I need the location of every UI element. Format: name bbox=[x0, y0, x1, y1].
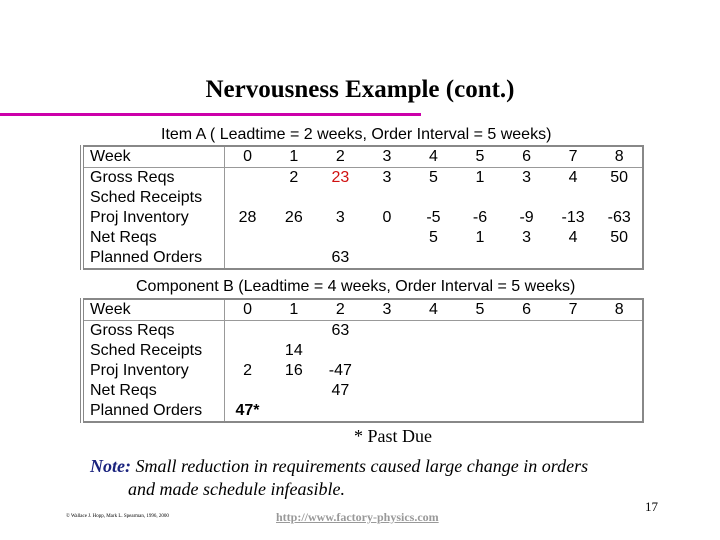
table-cell bbox=[410, 321, 457, 342]
table-cell: 63 bbox=[331, 322, 350, 339]
table-cell: 4 bbox=[568, 169, 578, 186]
table-cell bbox=[550, 321, 597, 342]
table-cell bbox=[503, 381, 550, 401]
row-label: Planned Orders bbox=[82, 401, 224, 422]
row-label: Gross Reqs bbox=[82, 168, 224, 189]
row-label: Week bbox=[82, 299, 224, 321]
table-cell: 50 bbox=[610, 229, 629, 246]
table-cell bbox=[596, 341, 643, 361]
table-row bbox=[82, 401, 643, 422]
table-cell bbox=[364, 228, 411, 248]
table-cell: 28 bbox=[238, 209, 257, 226]
note-line-2: and made schedule infeasible. bbox=[128, 479, 345, 499]
table-row bbox=[82, 146, 643, 168]
row-label: Sched Receipts bbox=[82, 341, 224, 361]
note-line-1: Small reduction in requirements caused large change in orders bbox=[130, 456, 589, 476]
table-cell bbox=[271, 401, 318, 422]
table-cell bbox=[550, 381, 597, 401]
table-a-caption: Item A ( Leadtime = 2 weeks, Order Interval = 5 weeks) bbox=[161, 126, 552, 143]
table-cell: 7 bbox=[550, 146, 597, 168]
table-cell bbox=[364, 401, 411, 422]
table-cell: -47 bbox=[328, 362, 352, 379]
table-cell bbox=[317, 341, 364, 361]
table-cell: 0 bbox=[382, 209, 392, 226]
table-cell bbox=[503, 341, 550, 361]
table-cell bbox=[317, 401, 364, 422]
table-cell: 26 bbox=[284, 209, 303, 226]
table-cell: 2 bbox=[243, 362, 252, 379]
table-cell bbox=[224, 248, 271, 269]
table-cell bbox=[364, 248, 411, 269]
table-cell bbox=[317, 228, 364, 248]
table-cell: 14 bbox=[284, 342, 303, 359]
table-cell bbox=[457, 248, 504, 269]
table-cell bbox=[410, 248, 457, 269]
table-cell bbox=[457, 341, 504, 361]
table-cell bbox=[410, 188, 457, 208]
table-cell: 3 bbox=[522, 229, 531, 246]
table-cell: 1 bbox=[271, 299, 318, 321]
table-cell bbox=[271, 381, 318, 401]
table-cell: 23 bbox=[331, 169, 350, 186]
table-row bbox=[82, 188, 643, 208]
table-cell bbox=[457, 361, 504, 381]
table-cell: 63 bbox=[331, 249, 350, 266]
table-cell: 1 bbox=[271, 146, 318, 168]
table-cell bbox=[457, 188, 504, 208]
table-cell bbox=[224, 381, 271, 401]
note-label: Note: bbox=[90, 456, 131, 476]
table-cell: -5 bbox=[426, 209, 441, 226]
table-cell bbox=[410, 381, 457, 401]
table-row bbox=[82, 361, 643, 381]
table-cell: -63 bbox=[607, 209, 631, 226]
row-label: Sched Receipts bbox=[82, 188, 224, 208]
table-cell: 8 bbox=[596, 299, 643, 321]
table-cell bbox=[364, 341, 411, 361]
table-row bbox=[82, 321, 643, 342]
table-cell: 4 bbox=[410, 146, 457, 168]
table-cell bbox=[364, 381, 411, 401]
table-cell bbox=[410, 341, 457, 361]
table-cell: 5 bbox=[457, 299, 504, 321]
table-cell bbox=[596, 381, 643, 401]
table-cell: 6 bbox=[503, 299, 550, 321]
table-cell bbox=[271, 248, 318, 269]
table-cell: 2 bbox=[317, 146, 364, 168]
table-cell: 6 bbox=[503, 146, 550, 168]
slide-title: Nervousness Example (cont.) bbox=[205, 76, 515, 103]
table-cell bbox=[596, 321, 643, 342]
table-cell bbox=[271, 228, 318, 248]
table-cell: 5 bbox=[429, 169, 438, 186]
table-cell: 5 bbox=[429, 229, 438, 246]
table-cell bbox=[503, 248, 550, 269]
table-cell: 2 bbox=[289, 169, 299, 186]
table-cell bbox=[503, 401, 550, 422]
table-row bbox=[82, 341, 643, 361]
table-cell bbox=[550, 401, 597, 422]
table-row bbox=[82, 381, 643, 401]
title-underline bbox=[0, 113, 421, 116]
table-cell: -6 bbox=[472, 209, 488, 226]
table-cell bbox=[457, 401, 504, 422]
table-cell bbox=[271, 321, 318, 342]
table-cell: 3 bbox=[364, 299, 411, 321]
table-cell bbox=[457, 321, 504, 342]
table-cell: 8 bbox=[596, 146, 643, 168]
table-cell bbox=[364, 321, 411, 342]
table-cell: 16 bbox=[284, 362, 303, 379]
table-row bbox=[82, 208, 643, 228]
page-number: 17 bbox=[645, 499, 658, 514]
table-cell bbox=[550, 188, 597, 208]
table-cell: 47 bbox=[331, 382, 350, 399]
table-cell: 2 bbox=[317, 299, 364, 321]
table-cell bbox=[224, 341, 271, 361]
table-cell: 3 bbox=[364, 146, 411, 168]
table-cell bbox=[596, 188, 643, 208]
table-cell: 0 bbox=[224, 146, 271, 168]
table-cell: 1 bbox=[475, 169, 485, 186]
table-row bbox=[82, 248, 643, 269]
table-cell bbox=[596, 248, 643, 269]
table-cell: 4 bbox=[410, 299, 457, 321]
row-label: Net Reqs bbox=[82, 228, 224, 248]
table-cell: 7 bbox=[550, 299, 597, 321]
table-cell bbox=[224, 168, 271, 189]
table-cell bbox=[224, 188, 271, 208]
table-row bbox=[82, 228, 643, 248]
table-cell: 3 bbox=[382, 169, 392, 186]
row-label: Proj Inventory bbox=[82, 361, 224, 381]
table-cell bbox=[457, 381, 504, 401]
table-cell bbox=[410, 401, 457, 422]
component-b-mrp-table bbox=[80, 298, 644, 423]
table-cell bbox=[364, 361, 411, 381]
table-cell: -9 bbox=[519, 209, 534, 226]
table-cell: 4 bbox=[568, 229, 578, 246]
table-cell bbox=[271, 188, 318, 208]
table-cell bbox=[503, 361, 550, 381]
table-cell bbox=[550, 361, 597, 381]
table-cell bbox=[550, 341, 597, 361]
row-label: Planned Orders bbox=[82, 248, 224, 269]
table-cell bbox=[317, 188, 364, 208]
row-label: Net Reqs bbox=[82, 381, 224, 401]
table-cell: 47* bbox=[235, 402, 260, 419]
row-label: Gross Reqs bbox=[82, 321, 224, 342]
table-cell: 3 bbox=[335, 209, 345, 226]
note-text bbox=[90, 455, 588, 501]
table-cell bbox=[550, 248, 597, 269]
table-cell bbox=[503, 188, 550, 208]
table-cell bbox=[596, 401, 643, 422]
table-cell bbox=[224, 228, 271, 248]
table-b-caption: Component B (Leadtime = 4 weeks, Order Interval = 5 weeks) bbox=[136, 278, 576, 295]
table-cell: 5 bbox=[457, 146, 504, 168]
copyright-text: © Wallace J. Hopp, Mark L. Spearman, 1996, 2000 bbox=[66, 514, 169, 519]
table-cell: 3 bbox=[522, 169, 531, 186]
table-cell: -13 bbox=[561, 209, 585, 226]
table-row bbox=[82, 168, 643, 189]
table-cell bbox=[364, 188, 411, 208]
row-label: Week bbox=[82, 146, 224, 168]
table-cell bbox=[596, 361, 643, 381]
table-row bbox=[82, 299, 643, 321]
table-cell bbox=[503, 321, 550, 342]
past-due-footnote: * Past Due bbox=[354, 426, 432, 446]
website-link[interactable]: http://www.factory-physics.com bbox=[276, 510, 439, 524]
table-cell: 0 bbox=[224, 299, 271, 321]
item-a-mrp-table bbox=[80, 145, 644, 270]
table-cell: 50 bbox=[610, 169, 629, 186]
table-cell bbox=[224, 321, 271, 342]
table-cell bbox=[410, 361, 457, 381]
table-cell: 1 bbox=[475, 229, 485, 246]
row-label: Proj Inventory bbox=[82, 208, 224, 228]
